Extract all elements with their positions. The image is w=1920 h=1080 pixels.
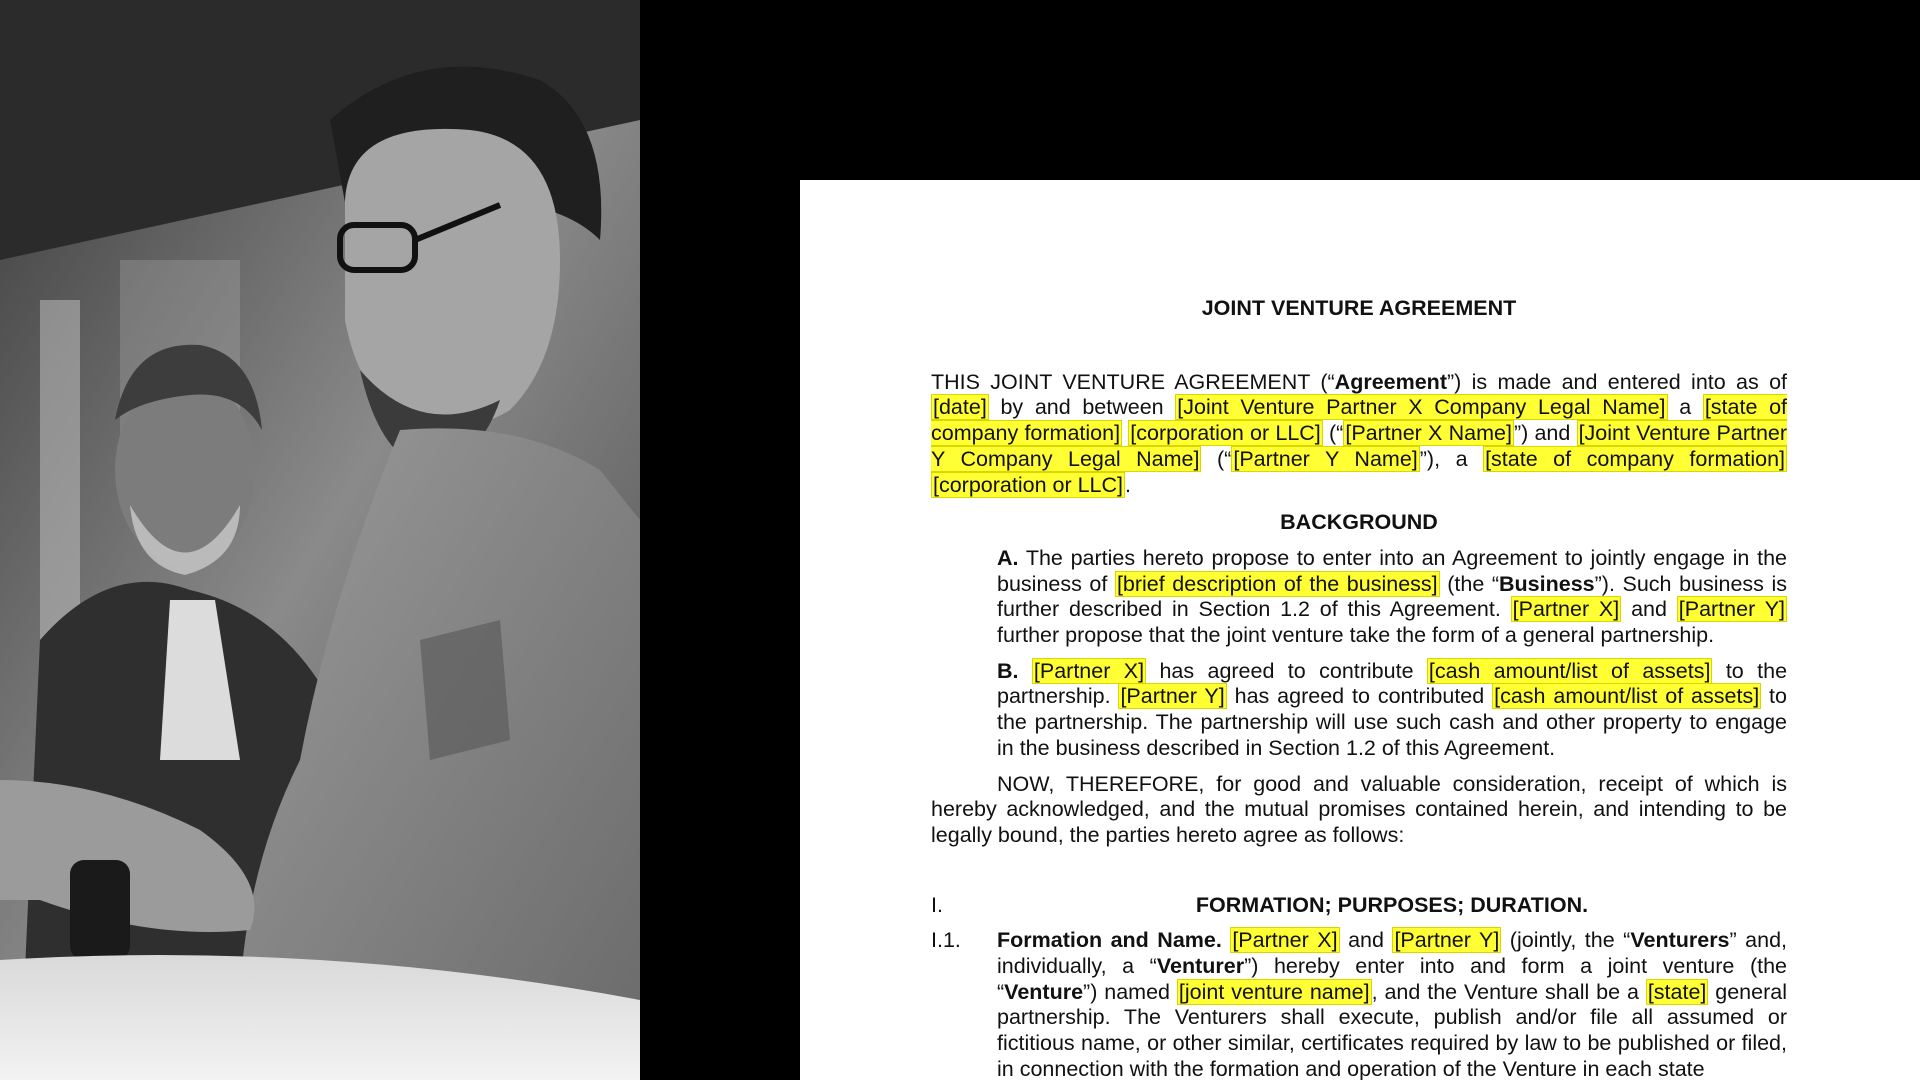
- text: ”), a: [1419, 446, 1484, 471]
- defined-term: Venture: [1004, 979, 1084, 1004]
- placeholder-entity-type-y: [corporation or LLC]: [933, 472, 1124, 497]
- section-title: FORMATION; PURPOSES; DURATION.: [1195, 892, 1589, 917]
- text: ”) and: [1513, 421, 1577, 446]
- placeholder-partner-y: [Partner Y]: [1678, 597, 1786, 622]
- document-title: JOINT VENTURE AGREEMENT: [1201, 296, 1517, 320]
- intro-paragraph: [931, 370, 1787, 499]
- placeholder-state: [state]: [1647, 979, 1707, 1004]
- recital-label: B.: [997, 658, 1019, 683]
- business-meeting-photo: [0, 0, 640, 1080]
- document-page: [800, 180, 1920, 1080]
- text: .: [1125, 472, 1131, 497]
- text: (“: [1322, 421, 1344, 446]
- clause-number: I.1.: [931, 928, 961, 953]
- text: (the “: [1439, 571, 1500, 596]
- placeholder-business-description: [brief description of the business]: [1116, 571, 1438, 596]
- placeholder-date: [date]: [933, 395, 987, 420]
- defined-term: Agreement: [1334, 369, 1447, 394]
- text: a: [1667, 395, 1703, 420]
- placeholder-assets-y: [cash amount/list of assets]: [1494, 684, 1760, 709]
- text: [1019, 659, 1032, 683]
- section-number: I.: [931, 892, 943, 917]
- placeholder-joint-venture-name: [joint venture name]: [1178, 979, 1370, 1004]
- text: to the partnership.: [997, 658, 1788, 709]
- text: ”) named: [1083, 979, 1177, 1004]
- text: and: [1339, 928, 1393, 953]
- text: ”). Such business is further described in Section 1.2 of this Agreement.: [997, 571, 1788, 622]
- clause-1-1: [931, 928, 1787, 1080]
- text: and: [1621, 597, 1677, 622]
- placeholder-partner-y: [Partner Y]: [1394, 928, 1500, 953]
- placeholder-partner-x: [Partner X]: [1033, 658, 1145, 683]
- placeholder-partner-y-name: [Partner Y Name]: [1233, 446, 1418, 471]
- text: by and between: [988, 395, 1176, 420]
- placeholder-state-x: [state of company formation]: [931, 395, 1788, 446]
- document-body: [931, 296, 1787, 1080]
- placeholder-partner-x-legal-name: [Joint Venture Partner X Company Legal Name]: [1177, 395, 1666, 420]
- placeholder-partner-y: [Partner Y]: [1120, 684, 1225, 709]
- text: ” and, individually, a “: [997, 928, 1787, 979]
- placeholder-entity-type-x: [corporation or LLC]: [1130, 421, 1321, 446]
- text: (jointly, the “: [1501, 928, 1631, 953]
- defined-term: Venturers: [1630, 928, 1730, 953]
- text: The parties hereto propose to enter into an Agreement to jointly engage in the business of: [997, 545, 1787, 596]
- recital-b: [997, 659, 1787, 762]
- text: THIS JOINT VENTURE AGREEMENT (“: [931, 369, 1335, 394]
- clause-body: [997, 928, 1787, 1080]
- placeholder-partner-x-name: [Partner X Name]: [1345, 421, 1512, 446]
- text: has agreed to contributed: [1226, 684, 1493, 709]
- text: ”) hereby enter into and form a joint venture (the “: [997, 954, 1787, 1004]
- placeholder-partner-y-legal-name: [Joint Venture Partner Y Company Legal Name]: [931, 421, 1788, 471]
- placeholder-partner-x: [Partner X]: [1232, 928, 1338, 953]
- placeholder-partner-x: [Partner X]: [1512, 597, 1620, 622]
- section-1-heading: [931, 893, 1787, 919]
- text: , and the Venture shall be a: [1371, 979, 1646, 1004]
- text: has agreed to contribute: [1146, 658, 1427, 683]
- placeholder-state-y: [state of company formation]: [1485, 446, 1786, 471]
- defined-term: Business: [1499, 571, 1595, 596]
- text: further propose that the joint venture take the form of a general partnership.: [997, 623, 1715, 648]
- text: to the partnership. The partnership will use such cash and other property to engage in the business described in Section 1.2 of this Agreement.: [997, 684, 1787, 760]
- background-heading: BACKGROUND: [1280, 510, 1438, 535]
- now-therefore-paragraph: NOW, THEREFORE, for good and valuable consideration, receipt of which is hereby acknowledged, and the mutual promises contained herein, and intending to be legally bound, the parties hereto agree as follows:: [931, 771, 1787, 847]
- placeholder-assets-x: [cash amount/list of assets]: [1428, 658, 1711, 683]
- recital-a: [997, 546, 1787, 649]
- text: ”) is made and entered into as of: [1446, 369, 1787, 394]
- text: general partnership. The Venturers shall execute, publish and/or file all assumed or fictitious name, or other similar, certificates required by law to be published or filed, in connection with the formation and operation of the Venture in each state: [997, 979, 1787, 1080]
- clause-title: Formation and Name.: [997, 928, 1222, 953]
- defined-term: Venturer: [1156, 954, 1245, 979]
- recital-label: A.: [997, 545, 1019, 570]
- text: (“: [1201, 446, 1232, 471]
